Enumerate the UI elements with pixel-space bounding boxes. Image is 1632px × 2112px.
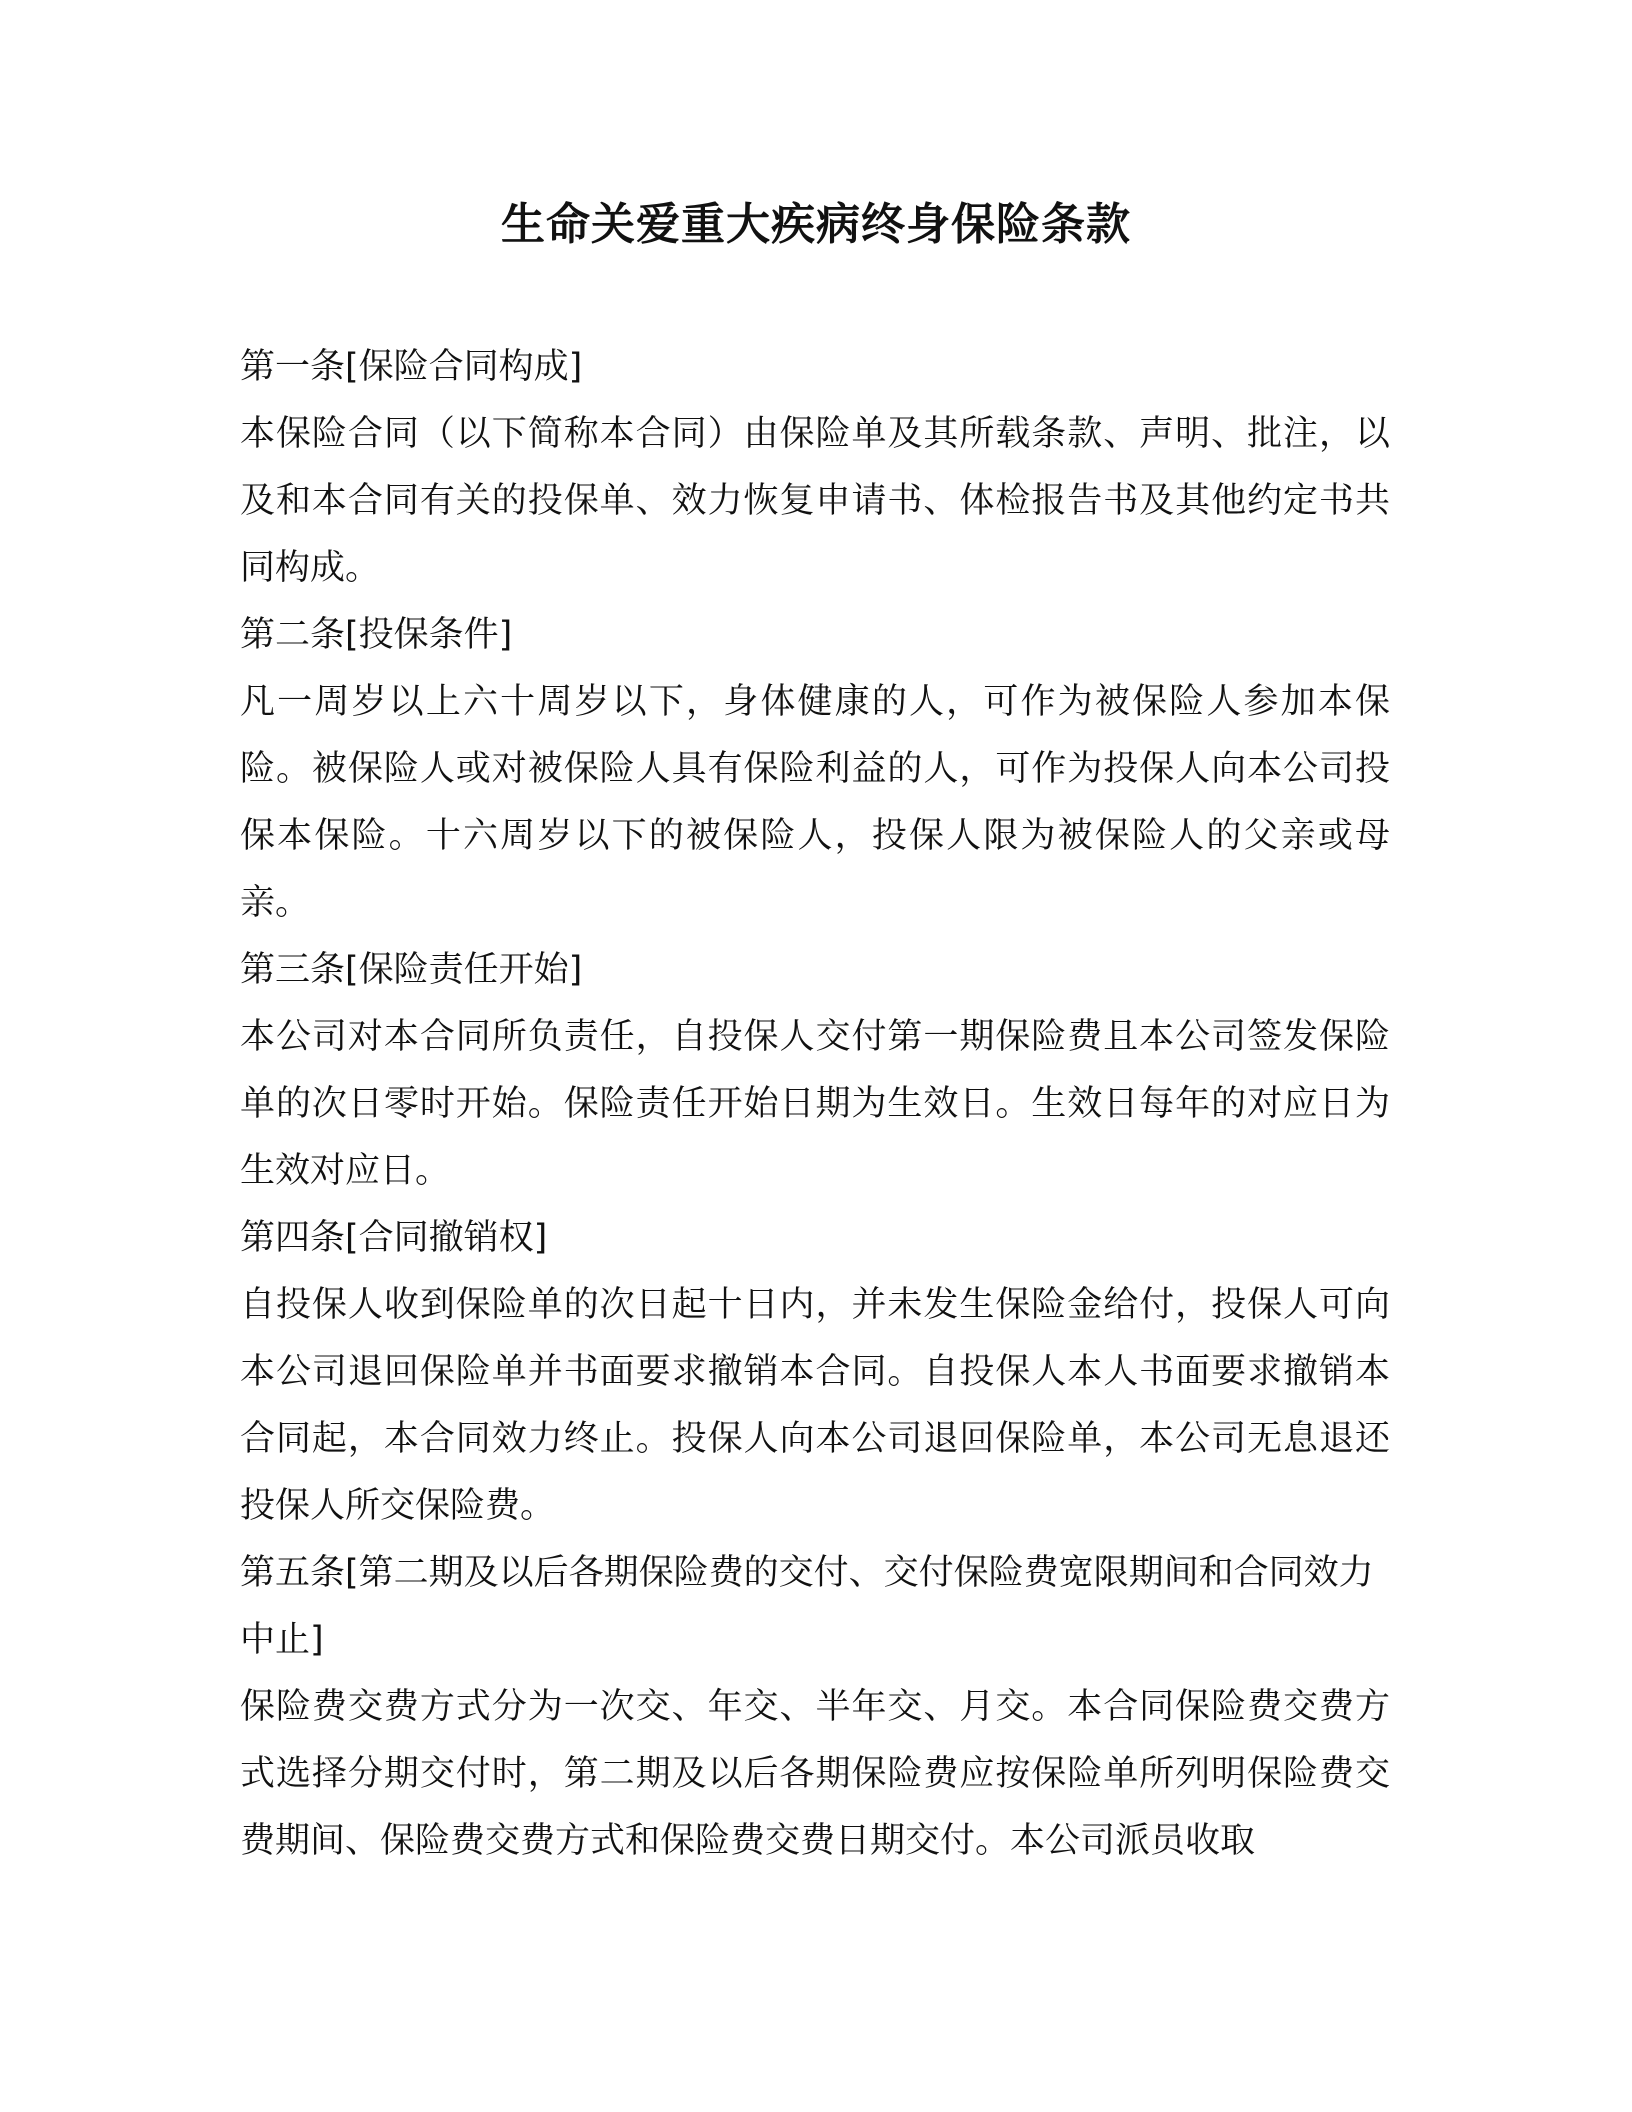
- clause-3: [240, 937, 1390, 1205]
- clause-1: [240, 334, 1390, 602]
- clause-heading: 第三条[保险责任开始]: [240, 950, 583, 990]
- clause-heading: 第一条[保险合同构成]: [240, 347, 583, 387]
- clause-heading: 第四条[合同撤销权]: [240, 1218, 548, 1258]
- clause-heading: 第二条[投保条件]: [240, 615, 513, 655]
- clause-text: 本保险合同（以下简称本合同）由保险单及其所载条款、声明、批注，以及和本合同有关的投保单、效力恢复申请书、体检报告书及其他约定书共同构成。: [240, 414, 1390, 588]
- document-body: [240, 334, 1390, 1875]
- clause-heading: 第五条[第二期及以后各期保险费的交付、交付保险费宽限期间和合同效力中止]: [240, 1553, 1374, 1660]
- clause-text: 自投保人收到保险单的次日起十日内，并未发生保险金给付，投保人可向本公司退回保险单并书面要求撤销本合同。自投保人本人书面要求撤销本合同起，本合同效力终止。投保人向本公司退回保险单，本公司无息退还投保人所交保险费。: [240, 1285, 1390, 1526]
- clause-4: [240, 1205, 1390, 1540]
- clause-text: 保险费交费方式分为一次交、年交、半年交、月交。本合同保险费交费方式选择分期交付时，第二期及以后各期保险费应按保险单所列明保险费交费期间、保险费交费方式和保险费交费日期交付。本公司派员收取: [240, 1687, 1390, 1861]
- clause-text: 凡一周岁以上六十周岁以下，身体健康的人，可作为被保险人参加本保险。被保险人或对被保险人具有保险利益的人，可作为投保人向本公司投保本保险。十六周岁以下的被保险人，投保人限为被保险人的父亲或母亲。: [240, 682, 1390, 923]
- document-title: 生命关爱重大疾病终身保险条款: [501, 199, 1131, 250]
- clause-text: 本公司对本合同所负责任，自投保人交付第一期保险费且本公司签发保险单的次日零时开始。保险责任开始日期为生效日。生效日每年的对应日为生效对应日。: [240, 1017, 1390, 1191]
- clause-2: [240, 602, 1390, 937]
- clause-5: [240, 1540, 1390, 1875]
